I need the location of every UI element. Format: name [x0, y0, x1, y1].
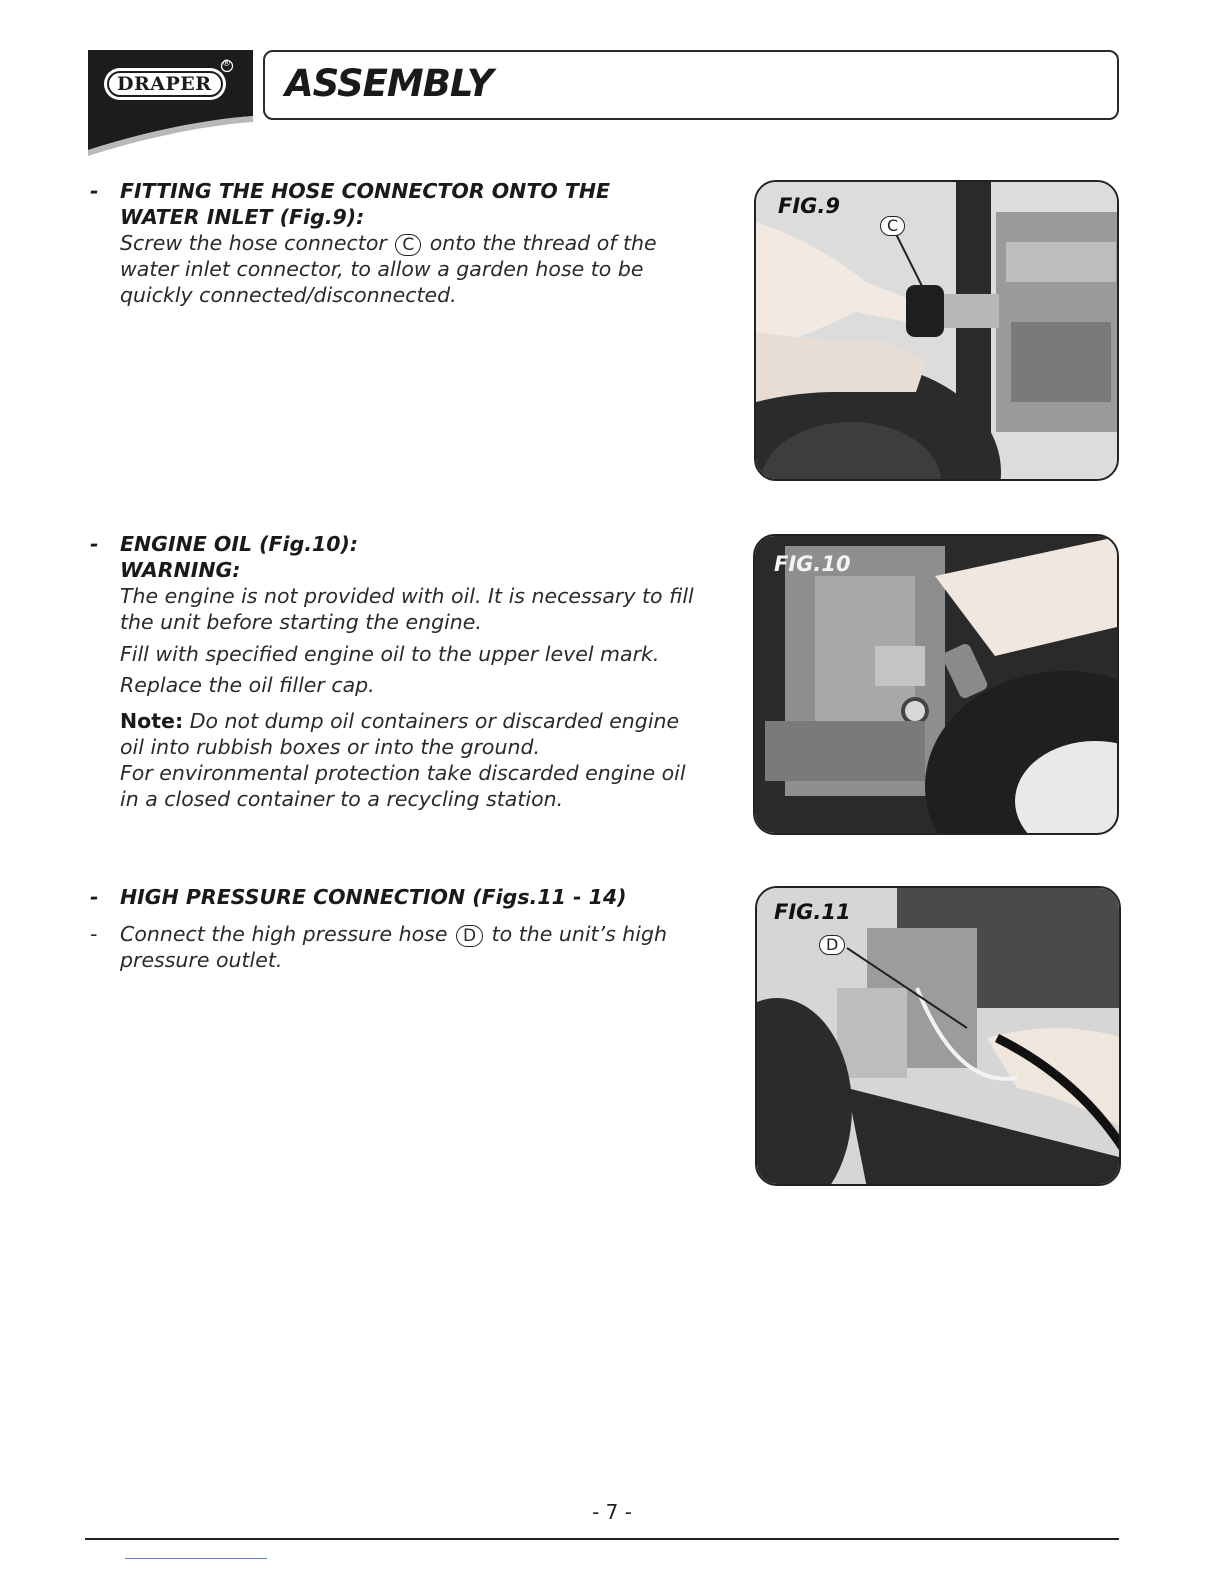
- hose-text-part-b: onto the thread of the: [429, 231, 657, 255]
- oil-note-text1: Do not dump oil containers or discarded engine: [189, 709, 680, 733]
- footer-divider: [85, 1538, 1119, 1540]
- fig9-callout-c: C: [880, 216, 905, 236]
- hose-heading-line2: WATER INLET (Fig.9):: [120, 205, 365, 229]
- fig11-photo: [755, 886, 1121, 1186]
- brand-name: DRAPER: [117, 73, 212, 95]
- pressure-heading: HIGH PRESSURE CONNECTION (Figs.11 - 14): [120, 885, 627, 909]
- hose-heading-line1: FITTING THE HOSE CONNECTOR ONTO THE: [120, 179, 611, 203]
- oil-note-label: Note:: [120, 709, 184, 733]
- draper-logo: [88, 50, 253, 156]
- pressure-item-part-b: to the unit’s high: [491, 922, 667, 946]
- oil-p3: Replace the oil filler cap.: [120, 673, 375, 697]
- oil-section-dash: -: [90, 532, 99, 556]
- page-title: ASSEMBLY: [285, 62, 493, 105]
- hose-text-part-a: Screw the hose connector: [120, 231, 387, 255]
- hose-text-line1: [120, 230, 715, 256]
- hose-section-dash: -: [90, 179, 99, 203]
- fig10-photo: [753, 534, 1119, 835]
- oil-section: [120, 531, 715, 812]
- callout-c-inline: C: [395, 234, 421, 256]
- pressure-section-dash: -: [90, 885, 99, 909]
- oil-p2: Fill with specified engine oil to the upper level mark.: [120, 642, 660, 666]
- pressure-item-line1: [120, 921, 715, 947]
- pressure-item-line2: pressure outlet.: [120, 948, 283, 972]
- oil-note-line2: oil into rubbish boxes or into the ground.: [120, 735, 540, 759]
- page-number: - 7 -: [592, 1500, 632, 1524]
- oil-p1-line1: The engine is not provided with oil. It is necessary to fill: [120, 584, 694, 608]
- oil-p1-line2: the unit before starting the engine.: [120, 610, 482, 634]
- registered-mark: ®: [222, 59, 231, 69]
- pressure-item-dash: -: [90, 922, 98, 946]
- fig11-label: FIG.11: [774, 900, 851, 924]
- oil-note-line1: [120, 708, 715, 734]
- oil-heading: ENGINE OIL (Fig.10):: [120, 532, 359, 556]
- fig11-callout-d: D: [819, 935, 845, 955]
- pressure-section: [120, 884, 715, 910]
- fig9-label: FIG.9: [778, 194, 840, 218]
- footer-link-underline: [125, 1558, 267, 1559]
- pressure-item-part-a: Connect the high pressure hose: [120, 922, 448, 946]
- pressure-item: [120, 921, 715, 973]
- fig10-label: FIG.10: [774, 552, 851, 576]
- hose-section: [120, 178, 715, 308]
- oil-note-line4: in a closed container to a recycling station.: [120, 787, 564, 811]
- oil-note-line3: For environmental protection take discarded engine oil: [120, 761, 686, 785]
- hose-text-line2: water inlet connector, to allow a garden hose to be: [120, 257, 644, 281]
- hose-text-line3: quickly connected/disconnected.: [120, 283, 457, 307]
- callout-d-inline: D: [456, 925, 483, 947]
- oil-warning: WARNING:: [120, 558, 241, 582]
- fig9-photo: [754, 180, 1119, 481]
